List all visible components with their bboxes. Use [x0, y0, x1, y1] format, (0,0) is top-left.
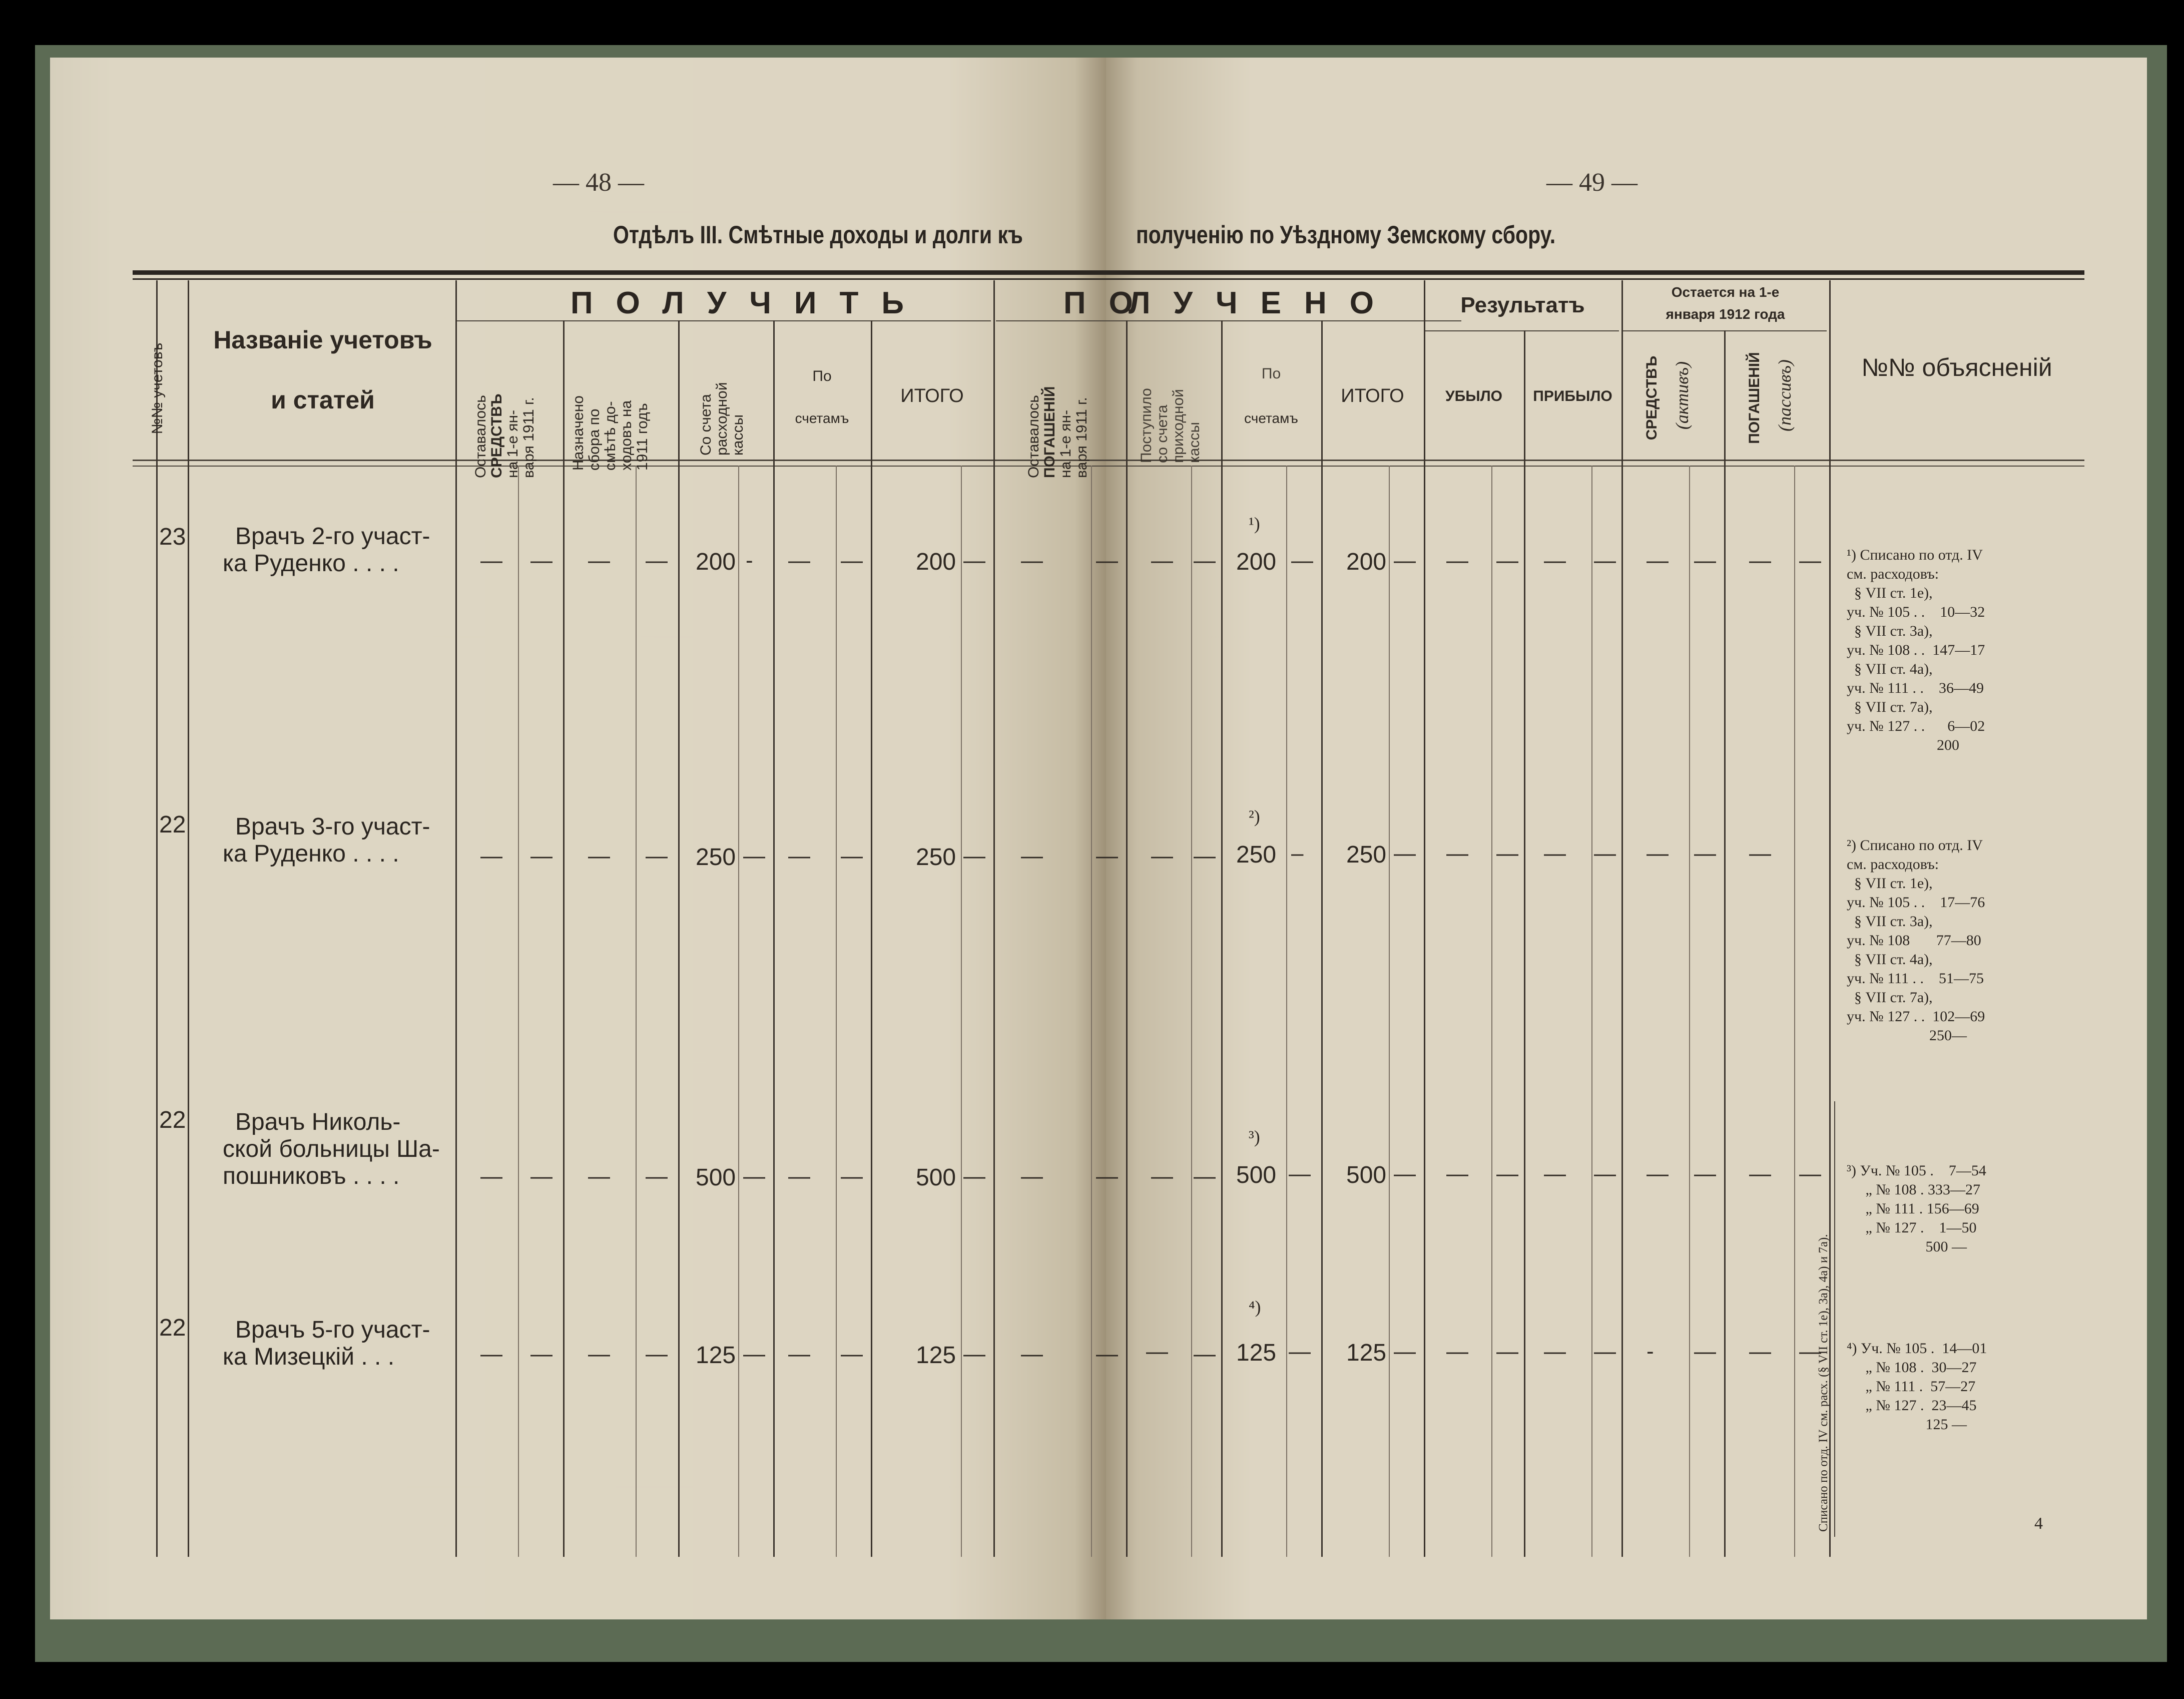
dash: —	[1749, 548, 1771, 573]
dash: —	[963, 843, 985, 868]
row-name	[193, 1317, 453, 1371]
header-name-line1: Названіе учетовъ	[213, 326, 432, 354]
row-num: 22	[159, 1315, 186, 1341]
dash: —	[1544, 548, 1566, 573]
top-rule-thick	[133, 270, 2084, 275]
kopek-line	[1389, 466, 1390, 1557]
dash: —	[1151, 1164, 1173, 1188]
footnote-mark: ¹)	[1249, 514, 1260, 534]
header-explanations: №№ объясненій	[1861, 353, 2052, 381]
col-line	[1424, 280, 1425, 1557]
dash: —	[530, 1342, 553, 1366]
header-itogo-1: ИТОГО	[900, 385, 964, 406]
col-line	[1524, 330, 1525, 1557]
dash: —	[646, 1342, 668, 1366]
header-ostavalos-pogasheniy	[1026, 323, 1096, 478]
header-so-scheta	[698, 335, 753, 456]
dash: —	[480, 1342, 502, 1366]
text: Врачъ 2-го участ-	[235, 523, 430, 550]
dash: —	[963, 1342, 985, 1366]
dash: —	[1749, 841, 1771, 866]
itogo1-value: 200	[916, 549, 956, 575]
dash: —	[1694, 548, 1716, 573]
dash: —	[788, 1164, 810, 1188]
text: Врачъ 3-го участ-	[235, 813, 430, 840]
dash: —	[743, 843, 765, 868]
explanation-note: ⁴) Уч. № 105 . 14—01 „ № 108 . 30—27 „ № 111 . 57—27 „ № 127 . 23—45 125 —	[1847, 1340, 1987, 1433]
so-scheta-value: 500	[696, 1164, 736, 1191]
dash: —	[1749, 1161, 1771, 1186]
kopek-line	[518, 466, 519, 1557]
itogo2-value: 200	[1346, 549, 1387, 575]
dash: —	[588, 548, 610, 573]
dash: -	[746, 548, 753, 573]
header-po-schetam-1a: По	[812, 368, 832, 384]
header-ostaetsya-2: января 1912 года	[1666, 306, 1785, 322]
text: приходной	[1170, 389, 1187, 463]
dash: —	[841, 843, 863, 868]
row-num: 22	[159, 1107, 186, 1133]
row-name	[193, 813, 453, 868]
dash: —	[1394, 1161, 1416, 1186]
footnote-mark: ³)	[1249, 1127, 1260, 1147]
text: Поступило	[1138, 388, 1155, 463]
header-result: Результатъ	[1460, 293, 1585, 317]
header-pogasheniy: ПОГАШЕНІЙ	[1746, 352, 1763, 444]
kopek-line	[836, 466, 837, 1557]
dash: —	[588, 843, 610, 868]
page-number-right: — 49 —	[1546, 168, 1637, 197]
header-ubylo: УБЫЛО	[1445, 388, 1502, 404]
header-sredstv: СРЕДСТВЪ	[1644, 355, 1660, 441]
dash: —	[1021, 843, 1043, 868]
dash: —	[530, 1164, 553, 1188]
header-pribylo: ПРИБЫЛО	[1533, 388, 1612, 404]
itogo2-value: 500	[1346, 1162, 1387, 1188]
dash: —	[1496, 1339, 1518, 1364]
col-line	[188, 280, 189, 1557]
kopek-line	[636, 466, 637, 1557]
heading-left: Отдѣлъ III. Смѣтные доходы и долги къ	[613, 221, 1023, 249]
col-line	[1221, 320, 1223, 1557]
kopek-line	[738, 466, 739, 1557]
dash: —	[1394, 1339, 1416, 1364]
row-num: 23	[159, 524, 186, 550]
col-line	[1126, 320, 1128, 1557]
dash: —	[1694, 1339, 1716, 1364]
dash: —	[1544, 1339, 1566, 1364]
header-ostaetsya-1: Остается на 1-е	[1671, 284, 1780, 300]
dash: —	[841, 548, 863, 573]
dash: —	[1694, 841, 1716, 866]
itogo2-value: 125	[1346, 1340, 1387, 1366]
dash: —	[1194, 1342, 1216, 1366]
text: СРЕДСТВЪ	[488, 393, 505, 478]
text: ской больницы Ша-	[223, 1136, 440, 1162]
col-line	[678, 320, 680, 1557]
dash: —	[963, 1164, 985, 1188]
col-line	[1724, 330, 1726, 1557]
text: смѣтѣ до-	[602, 401, 619, 471]
dash: —	[1749, 1339, 1771, 1364]
col-line	[1321, 320, 1323, 1557]
explanation-note: ¹) Списано по отд. IV см. расходовъ: § VII ст. 1е), уч. № 105 . . 10—32 § VII ст. 3а), уч. № 108 . . 147—17 § VII ст. 4а), уч. № 111 . . 36—49 § VII ст. 7а), уч. № 127 . . 6—02 200	[1847, 547, 1985, 753]
dash: —	[1799, 548, 1821, 573]
text: Оставалось	[472, 395, 489, 478]
dash: —	[1594, 1339, 1616, 1364]
header-ostavalos-sredstv	[473, 323, 543, 478]
dash: —	[1289, 1339, 1311, 1364]
header-lucheno: ЛУЧЕНО	[1129, 286, 1397, 320]
dash: —	[1151, 843, 1173, 868]
header-po-schetam-2b: счетамъ	[1244, 410, 1298, 426]
dash: —	[743, 1164, 765, 1188]
dash: —	[1799, 1339, 1821, 1364]
text: 1911 годъ	[634, 403, 651, 471]
header-bottom-rule-2	[133, 466, 2084, 467]
text: кассы	[730, 414, 746, 456]
dash: —	[743, 1342, 765, 1366]
kopek-line	[1091, 466, 1092, 1557]
header-postupilo	[1139, 333, 1209, 463]
itogo1-value: 125	[916, 1342, 956, 1369]
dash: —	[1096, 843, 1118, 868]
dash: —	[788, 1342, 810, 1366]
signature-mark: 4	[2034, 1514, 2043, 1533]
dash: —	[1496, 1161, 1518, 1186]
header-bottom-rule	[133, 460, 2084, 461]
dash: -	[1647, 1339, 1654, 1364]
header-po: ПО	[1063, 286, 1156, 320]
dash: —	[1021, 1342, 1043, 1366]
text: ка Руденко . . . .	[223, 840, 399, 867]
text: Назначено	[570, 395, 587, 471]
dash: —	[1151, 548, 1173, 573]
header-po-schetam-1b: счетамъ	[795, 410, 849, 426]
text: со счета	[1154, 404, 1171, 463]
text: на 1-е ян-	[1057, 409, 1074, 478]
dash: —	[1194, 843, 1216, 868]
col-line	[871, 320, 872, 1557]
itogo2-value: 250	[1346, 841, 1387, 868]
itogo1-value: 500	[916, 1164, 956, 1191]
explanation-note: ³) Уч. № 105 . 7—54 „ № 108 . 333—27 „ № 111 . 156—69 „ № 127 . 1—50 500 —	[1847, 1162, 1986, 1255]
itogo1-value: 250	[916, 844, 956, 871]
dash: —	[1647, 1161, 1669, 1186]
side-bracket	[1834, 1101, 1835, 1537]
kopek-line	[1689, 466, 1690, 1557]
dash: —	[1394, 548, 1416, 573]
row-name	[193, 523, 453, 577]
dash: —	[1594, 1161, 1616, 1186]
col-line	[1621, 280, 1623, 1557]
text: варя 1911 г.	[1073, 397, 1090, 478]
text: варя 1911 г.	[520, 397, 537, 478]
dash: —	[1194, 548, 1216, 573]
header-po-schetam-2a: По	[1261, 365, 1281, 382]
po-schetam-value: 500	[1236, 1162, 1277, 1188]
kopek-line	[1191, 466, 1192, 1557]
header-name-line2: и статей	[271, 386, 375, 414]
so-scheta-value: 200	[696, 549, 736, 575]
header-passiv: (пассивъ)	[1775, 359, 1795, 432]
result-underline	[1424, 330, 1619, 331]
heading-right: полученію по Уѣздному Земскому сбору.	[1136, 221, 1556, 249]
dash: —	[1194, 1164, 1216, 1188]
text: пошниковъ . . . .	[223, 1163, 400, 1189]
footnote-mark: ²)	[1249, 806, 1260, 826]
row-name	[193, 1109, 453, 1190]
kopek-line	[961, 466, 962, 1557]
dash: —	[1289, 1161, 1311, 1186]
dash: —	[1594, 841, 1616, 866]
header-itogo-2: ИТОГО	[1341, 385, 1404, 406]
text: на 1-е ян-	[504, 409, 521, 478]
text: расходной	[714, 382, 730, 456]
col-line	[773, 320, 775, 1557]
dash: —	[1544, 841, 1566, 866]
text: ка Руденко . . . .	[223, 550, 399, 577]
kopek-line	[1794, 466, 1795, 1557]
dash: —	[1647, 841, 1669, 866]
explanation-note: ²) Списано по отд. IV см. расходовъ: § VII ст. 1е), уч. № 105 . . 17—76 § VII ст. 3а), уч. № 108 77—80 § VII ст. 4а), уч. № 111 . . 51—75 § VII ст. 7а), уч. № 127 . . 102—69 250—	[1847, 837, 1985, 1044]
text: Оставалось	[1025, 395, 1042, 478]
text: Врачъ 5-го участ-	[235, 1317, 430, 1343]
dash: —	[1446, 548, 1468, 573]
dash: —	[530, 548, 553, 573]
dash: —	[530, 843, 553, 868]
dash: —	[1496, 548, 1518, 573]
header-num: №№ учетовъ	[149, 342, 166, 435]
dash: —	[480, 843, 502, 868]
dash: —	[1394, 841, 1416, 866]
dash: —	[1096, 1164, 1118, 1188]
dash: —	[1291, 548, 1313, 573]
dash: —	[646, 1164, 668, 1188]
dash: —	[1594, 548, 1616, 573]
text: ходовъ на	[618, 400, 635, 471]
text: Врачъ Николь-	[235, 1109, 401, 1135]
dash: —	[963, 548, 985, 573]
kopek-line	[1491, 466, 1492, 1557]
dash: —	[841, 1342, 863, 1366]
dash: —	[1446, 1339, 1468, 1364]
po-schetam-value: 200	[1236, 549, 1277, 575]
po-schetam-value: 250	[1236, 841, 1277, 868]
dash: —	[1799, 1161, 1821, 1186]
dash: —	[1544, 1161, 1566, 1186]
dash: —	[841, 1164, 863, 1188]
text: ка Мизецкій . . .	[223, 1344, 395, 1370]
dash: —	[1096, 548, 1118, 573]
text: сбора по	[586, 408, 603, 471]
row-num: 22	[159, 811, 186, 838]
dash: —	[1446, 841, 1468, 866]
dash: —	[1694, 1161, 1716, 1186]
text: Со счета	[698, 394, 714, 456]
dash: —	[1021, 548, 1043, 573]
dash: —	[1446, 1161, 1468, 1186]
dash: —	[646, 548, 668, 573]
col-line	[156, 280, 158, 1557]
footnote-mark: ⁴)	[1249, 1297, 1261, 1317]
dash: —	[1647, 548, 1669, 573]
header-poluchit: ПОЛУЧИТЬ	[571, 286, 927, 320]
dash: —	[646, 843, 668, 868]
dash: —	[1496, 841, 1518, 866]
dash: —	[788, 548, 810, 573]
header-naznacheno	[571, 330, 656, 471]
dash: —	[480, 1164, 502, 1188]
dash: —	[1096, 1342, 1118, 1366]
so-scheta-value: 250	[696, 844, 736, 871]
header-aktiv: (активъ)	[1672, 361, 1692, 430]
po-schetam-value: 125	[1236, 1340, 1277, 1366]
dash: —	[588, 1164, 610, 1188]
col-line	[455, 280, 457, 1557]
col-line	[563, 320, 565, 1557]
kopek-line	[1286, 466, 1287, 1557]
so-scheta-value: 125	[696, 1342, 736, 1369]
dash: —	[1021, 1164, 1043, 1188]
col-line	[993, 280, 995, 1557]
text: ПОГАШЕНІЙ	[1041, 386, 1058, 478]
dash: —	[1146, 1339, 1168, 1364]
side-note: Списано по отд. IV см. расх. (§ VII ст. 1е), 3а), 4а) и 7а).	[1817, 1234, 1830, 1532]
dash: –	[1291, 841, 1304, 866]
dash: —	[588, 1342, 610, 1366]
dash: —	[480, 548, 502, 573]
dash: —	[788, 843, 810, 868]
kopek-line	[1591, 466, 1592, 1557]
top-rule-thin	[133, 278, 2084, 280]
page-number-left: — 48 —	[553, 168, 644, 197]
text: кассы	[1186, 421, 1203, 463]
